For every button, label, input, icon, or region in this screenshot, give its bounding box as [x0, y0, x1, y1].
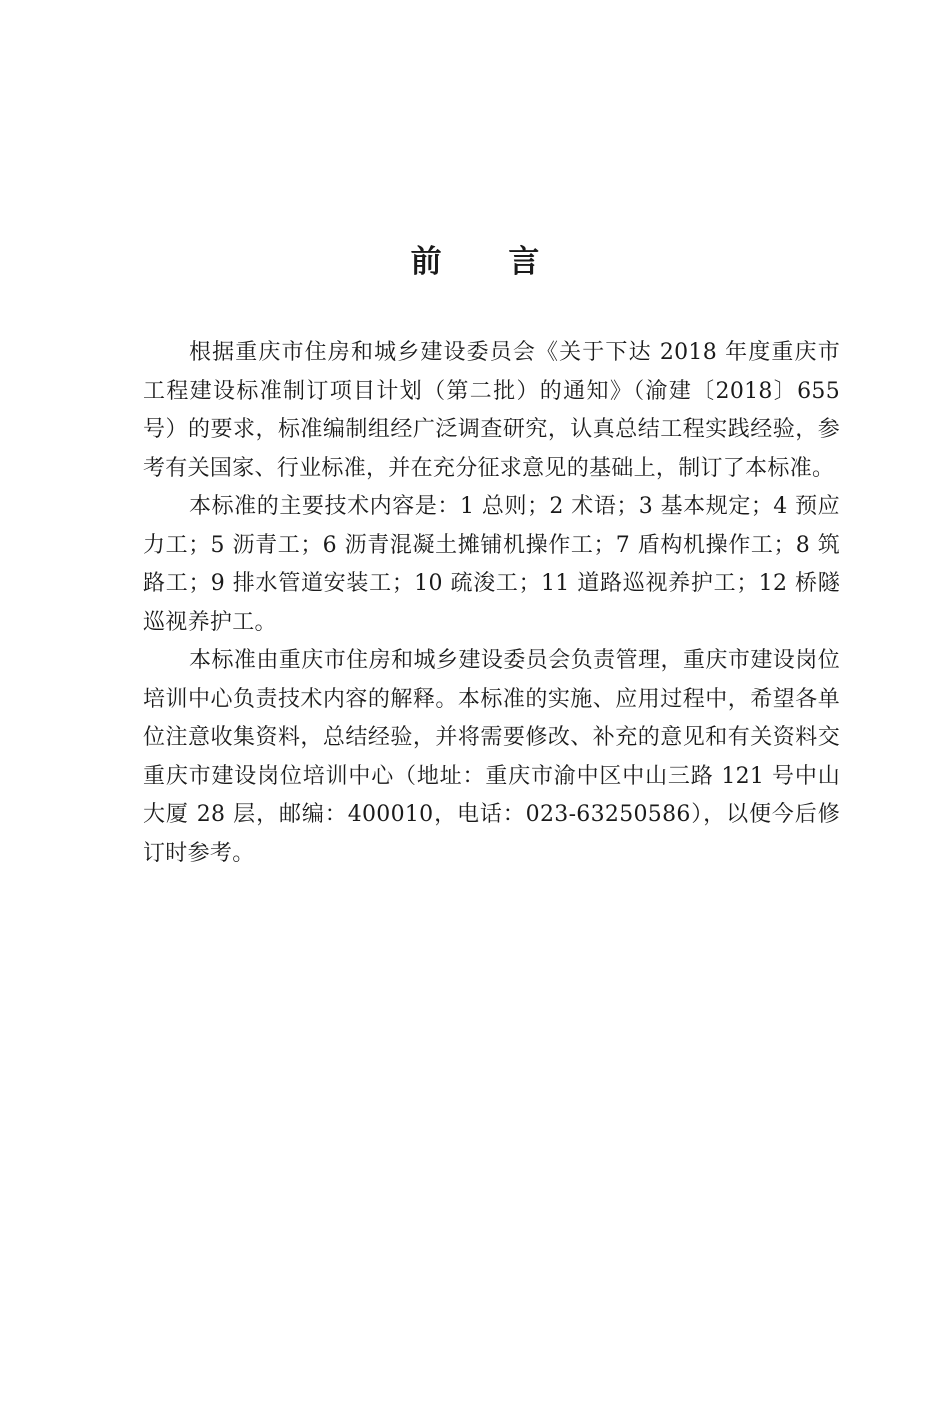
- document-body: [143, 334, 840, 873]
- paragraph-contents: 本标准的主要技术内容是：1 总则；2 术语；3 基本规定；4 预应力工；5 沥青工；6 沥青混凝土摊铺机操作工；7 盾构机操作工；8 筑路工；9 排水管道安装工；10 疏浚工；11 道路巡视养护工；12 桥隧巡视养护工。: [143, 494, 840, 635]
- paragraph-background: 根据重庆市住房和城乡建设委员会《关于下达 2018 年度重庆市工程建设标准制订项目计划（第二批）的通知》（渝建〔2018〕655 号）的要求，标准编制组经广泛调查研究，认真总结工程实践经验，参考有关国家、行业标准，并在充分征求意见的基础上，制订了本标准。: [143, 340, 840, 481]
- paragraph-management: 本标准由重庆市住房和城乡建设委员会负责管理，重庆市建设岗位培训中心负责技术内容的解释。本标准的实施、应用过程中，希望各单位注意收集资料，总结经验，并将需要修改、补充的意见和有关资料交重庆市建设岗位培训中心（地址：重庆市渝中区中山三路 121 号中山大厦 28 层，邮编：400010，电话：023-63250586），以便今后修订时参考。: [143, 648, 840, 866]
- page-title: 前 言: [410, 244, 568, 280]
